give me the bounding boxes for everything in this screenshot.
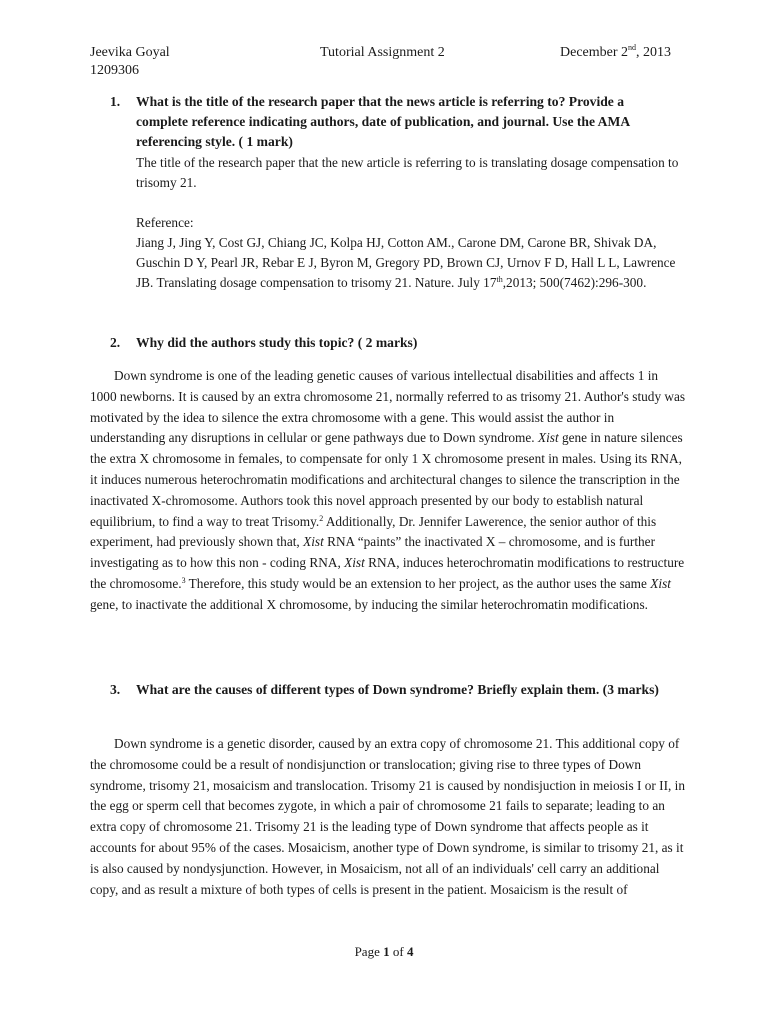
- page-total: 4: [406, 944, 414, 959]
- question-3-text: What are the causes of different types of Down syndrome? Briefly explain them. (3 marks): [136, 682, 659, 697]
- question-3-number: 3.: [110, 682, 121, 697]
- date-superscript: nd: [628, 43, 637, 52]
- assignment-date: [560, 43, 671, 63]
- student-id: 1209306: [90, 63, 139, 78]
- answer-2-part-7: gene, to inactivate the additional X chromosome, by inducing the similar heterochromatin modifications.: [90, 596, 648, 612]
- question-2-number: 2.: [110, 335, 121, 350]
- citation-superscript: 3: [181, 575, 186, 585]
- answer-3-text: Down syndrome is a genetic disorder, caused by an extra copy of chromosome 21. This additional copy of the chromosome could be a result of nondisjunction or translocation; giving rise to three types of Down syndrome, trisomy 21, mosaicism and translocation. Trisomy 21 is caused by nondisjuction in meiosis I or II, in the egg or sperm cell that becomes zygote, in which a pair of chromosome 21 fails to separate; leading to an extra copy of chromosome 21. Trisomy 21 is the leading type of Down syndrome that affects people as it accounts for about 95% of the cases. Mosaicism, another type of Down syndrome, is similar to trisomy 21, as it is also caused by nondysjunction. However, in Mosaicism, not all of an individuals' cell carry an additional copy, and as result a mixture of both types of cells is present in the patient. Mosaicism is the result of: [90, 736, 685, 897]
- question-1-number: 1.: [110, 94, 121, 109]
- citation-superscript: 2: [319, 513, 324, 523]
- answer-2-part-6: Therefore, this study would be an extension to her project, as the author uses the same: [185, 575, 651, 591]
- question-1-text: What is the title of the research paper that the news article is referring to? Provide a complete reference indicating authors, date of publication, and journal. Use the AMA referencing style. ( 1 mark): [136, 94, 630, 149]
- answer-2-paragraph: [90, 366, 686, 616]
- question-1: [110, 92, 670, 152]
- answer-2-part-1: Down syndrome is one of the leading genetic causes of various intellectual disabilities and affects 1 in 1000 newborns. It is caused by an extra chromosome 21, normally referred to as trisomy 21. Author's study was motivated by the idea to silence the extra chromosome with a gene. This would assist the author in understanding any disruptions in cellular or gene pathways due to Down syndrome.: [90, 368, 686, 446]
- answer-1: The title of the research paper that the new article is referring to is translating dosage compensation to trisomy 21.: [136, 155, 679, 190]
- of-word: of: [389, 944, 407, 959]
- question-2: [110, 333, 670, 353]
- answer-2-part-2: gene in nature silences the extra X chromosome in females, to compensate for only 1 X chromosome present in males. Using its RNA, it induces numerous heterochromatin modifications and architectural changes to silence the transcription in the inactivated X-chromosome. Authors took this novel approach presented by our body to establish natural equilibrium, to find a way to treat Trisomy.: [90, 430, 683, 529]
- xist-term: Xist: [303, 534, 324, 550]
- answer-2-part-5: RNA, induces heterochromatin modifications to restructure the chromosome.: [90, 555, 685, 591]
- question-2-text: Why did the authors study this topic? ( 2 marks): [136, 335, 418, 350]
- reference-text: [136, 233, 684, 293]
- question-3: [110, 680, 670, 700]
- date-suffix: , 2013: [636, 45, 672, 60]
- xist-term: Xist: [650, 575, 671, 591]
- assignment-title: Tutorial Assignment 2: [320, 45, 445, 60]
- date-prefix: December 2: [560, 45, 629, 60]
- author-name: Jeevika Goyal: [90, 45, 170, 60]
- reference-part-b: ,2013; 500(7462):296-300.: [502, 275, 647, 290]
- page-footer: [0, 944, 768, 960]
- page-word: Page: [354, 944, 384, 959]
- reference-superscript: th: [496, 275, 503, 284]
- answer-2-part-4: RNA “paints” the inactivated X – chromosome, and is further investigating as to how this non - coding RNA,: [90, 534, 655, 571]
- answer-2-part-3: Additionally, Dr. Jennifer Lawerence, the senior author of this experiment, had previously shown that,: [90, 513, 657, 550]
- reference-label: Reference:: [136, 215, 194, 230]
- page-number: 1: [383, 944, 390, 959]
- xist-term: Xist: [537, 430, 559, 446]
- reference-part-a: Jiang J, Jing Y, Cost GJ, Chiang JC, Kolpa HJ, Cotton AM., Carone DM, Carone BR, Shivak DA, Guschin D Y, Pearl JR, Rebar E J, Byron M, Gregory PD, Brown CJ, Urnov F D, Hall L L, Lawrence JB. Translating dosage compensation to trisomy 21. Nature. July 17: [136, 235, 676, 290]
- answer-3-paragraph: [90, 734, 686, 900]
- xist-term: Xist: [344, 555, 365, 571]
